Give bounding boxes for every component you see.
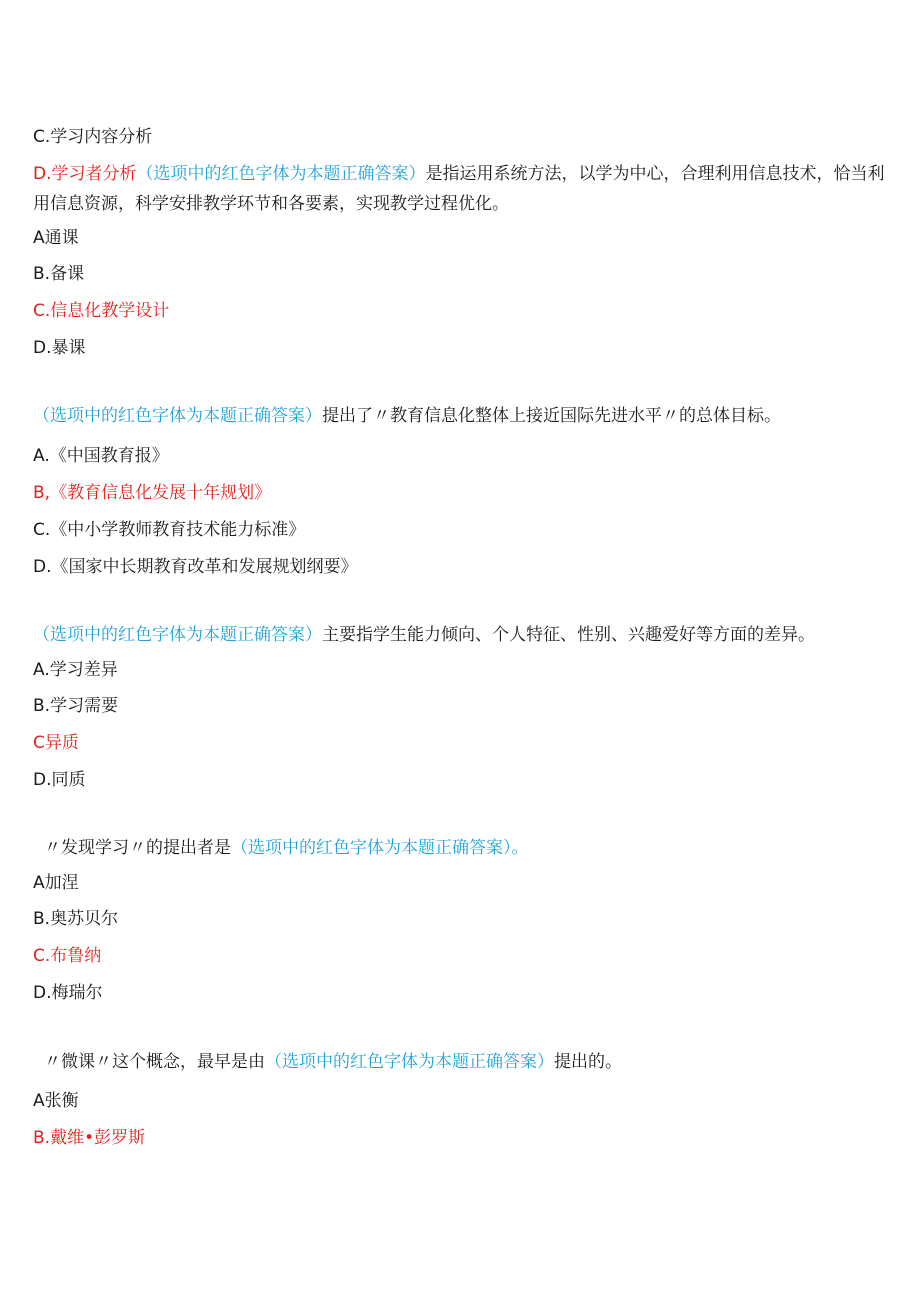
q1-hint: （选项中的红色字体为本题正确答案）: [136, 164, 426, 184]
q5-stem-text: 〃微课〃这个概念，最早是由: [44, 1052, 265, 1072]
q2-hint: （选项中的红色字体为本题正确答案）: [33, 406, 322, 426]
q4-option-a: A加涅: [33, 873, 79, 893]
q4-stem: [44, 837, 529, 859]
q4-stem-text: 〃发现学习〃的提出者是: [44, 838, 231, 858]
q3-option-b: B.学习需要: [33, 696, 119, 716]
q4-option-b: B.奥苏贝尔: [33, 909, 119, 929]
q2-option-a: A.《中国教育报》: [33, 446, 169, 466]
q2-stem: [33, 405, 781, 427]
q5-option-b-answer: B.戴维•彭罗斯: [33, 1128, 146, 1148]
q5-stem: [44, 1051, 622, 1073]
q1-option-c-answer: C.信息化教学设计: [33, 301, 170, 321]
q1-stem-text: 是指运用系统方法，以学为中心，合理利用信息技术，恰当利: [425, 164, 885, 184]
q3-stem-text: 主要指学生能力倾向、个人特征、性别、兴趣爱好等方面的差异。: [322, 625, 815, 645]
q2-stem-text: 提出了〃教育信息化整体上接近国际先进水平〃的总体目标。: [322, 406, 781, 426]
q2-option-c: C.《中小学教师教育技术能力标准》: [33, 520, 306, 540]
q1-stem-line2: 用信息资源，科学安排教学环节和各要素，实现教学过程优化。: [33, 194, 509, 214]
q3-stem: [33, 624, 815, 646]
q2-option-b-answer: B,《教育信息化发展十年规划》: [33, 483, 272, 503]
q3-hint: （选项中的红色字体为本题正确答案）: [33, 625, 322, 645]
q1-option-b: B.备课: [33, 264, 85, 284]
q4-option-c-answer: C.布鲁纳: [33, 946, 102, 966]
q3-option-c-answer: C异质: [33, 733, 79, 753]
q5-stem-tail: 提出的。: [554, 1052, 622, 1072]
q0-option-c: C.学习内容分析: [33, 127, 153, 147]
q2-option-d: D.《国家中长期教育改革和发展规划纲要》: [33, 557, 358, 577]
q4-option-d: D.梅瑞尔: [33, 983, 103, 1003]
q3-option-d: D.同质: [33, 770, 86, 790]
q3-option-a: A.学习差异: [33, 660, 118, 680]
q0-option-d-answer: D.学习者分析: [33, 164, 137, 184]
q4-hint: （选项中的红色字体为本题正确答案）。: [231, 838, 529, 858]
q1-option-a: A通课: [33, 228, 79, 248]
q1-stem-line1: [33, 163, 885, 185]
q5-hint: （选项中的红色字体为本题正确答案）: [265, 1052, 554, 1072]
q1-option-d: D.暴课: [33, 338, 86, 358]
q5-option-a: A张衡: [33, 1091, 79, 1111]
